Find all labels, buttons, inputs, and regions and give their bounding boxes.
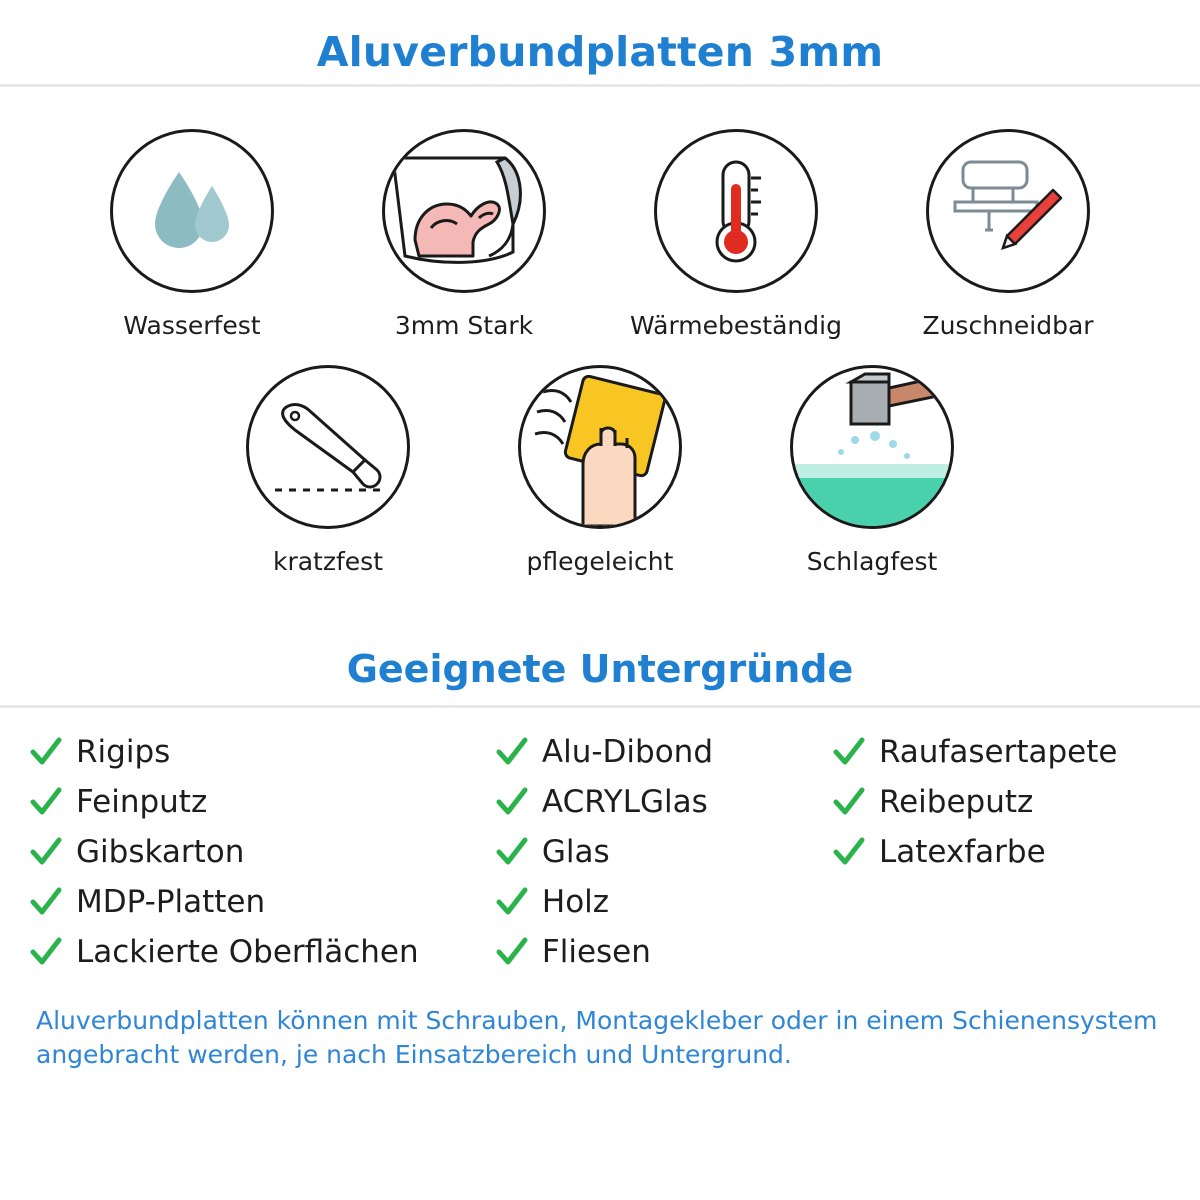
jigsaw-cutter-icon (926, 129, 1090, 293)
feature-waermebestaendig (600, 129, 872, 341)
list-item-label: MDP-Platten (76, 883, 266, 920)
feature-label: Schlagfest (806, 547, 938, 576)
knife-scratch-icon (246, 365, 410, 529)
list-item (833, 730, 1170, 774)
list-item (496, 930, 833, 974)
list-item-label: Lackierte Oberflächen (76, 933, 419, 970)
check-icon (30, 936, 62, 968)
check-icon (30, 736, 62, 768)
feature-3mm-stark (328, 129, 600, 341)
list-item-label: Latexfarbe (878, 833, 1046, 870)
check-icon (496, 836, 528, 868)
feature-schlagfest (736, 365, 1008, 577)
list-item (30, 930, 496, 974)
list-item (496, 830, 833, 874)
list-item-label: ACRYLGlas (541, 783, 708, 820)
check-icon (30, 836, 62, 868)
check-icon (496, 886, 528, 918)
substrates-column-1 (30, 730, 496, 980)
substrates-columns (0, 730, 1200, 980)
substrates-column-3 (833, 730, 1170, 980)
feature-label: 3mm Stark (394, 311, 534, 340)
list-item-label: Fliesen (541, 933, 651, 970)
thermometer-icon (654, 129, 818, 293)
footer-note: Aluverbundplatten können mit Schrauben, Montagekleber oder in einem Schienensystem angebracht werden, je nach Einsatzbereich und Untergrund. (36, 1006, 1158, 1069)
water-drops-icon (110, 129, 274, 293)
hammer-impact-icon (790, 365, 954, 529)
substrates-section (0, 705, 1200, 1072)
list-item-label: Raufasertapete (878, 733, 1118, 770)
list-item (496, 730, 833, 774)
list-item (30, 780, 496, 824)
feature-label: Zuschneidbar (922, 311, 1094, 340)
feature-pflegeleicht (464, 365, 736, 577)
list-item-label: Holz (541, 883, 610, 920)
feature-zuschneidbar (872, 129, 1144, 341)
list-item (833, 780, 1170, 824)
list-item-label: Rigips (76, 733, 171, 770)
check-icon (496, 736, 528, 768)
feature-label: kratzfest (272, 547, 383, 576)
list-item (30, 880, 496, 924)
list-item-label: Glas (541, 833, 610, 870)
list-item-label: Alu-Dibond (541, 733, 714, 770)
feature-wasserfest (56, 129, 328, 341)
list-item (30, 830, 496, 874)
list-item-label: Gibskarton (76, 833, 245, 870)
list-item-label: Feinputz (76, 783, 208, 820)
feature-kratzfest (192, 365, 464, 577)
feature-label: Wasserfest (123, 311, 261, 340)
features-row-2 (0, 365, 1200, 577)
check-icon (30, 786, 62, 818)
list-item (30, 730, 496, 774)
features-row-1 (0, 129, 1200, 341)
page-title: Aluverbundplatten 3mm (316, 28, 884, 76)
feature-label: Wärmebeständig (630, 311, 842, 340)
check-icon (833, 736, 865, 768)
check-icon (833, 836, 865, 868)
feature-label: pflegeleicht (526, 547, 674, 576)
features-section (0, 87, 1200, 577)
list-item-label: Reibeputz (878, 783, 1034, 820)
check-icon (496, 786, 528, 818)
list-item (496, 780, 833, 824)
check-icon (496, 936, 528, 968)
check-icon (833, 786, 865, 818)
flexing-arm-icon (382, 129, 546, 293)
substrates-column-2 (496, 730, 833, 980)
hand-cloth-icon (518, 365, 682, 529)
list-item (496, 880, 833, 924)
list-item (833, 830, 1170, 874)
section-title: Geeignete Untergründe (346, 647, 854, 691)
check-icon (30, 886, 62, 918)
